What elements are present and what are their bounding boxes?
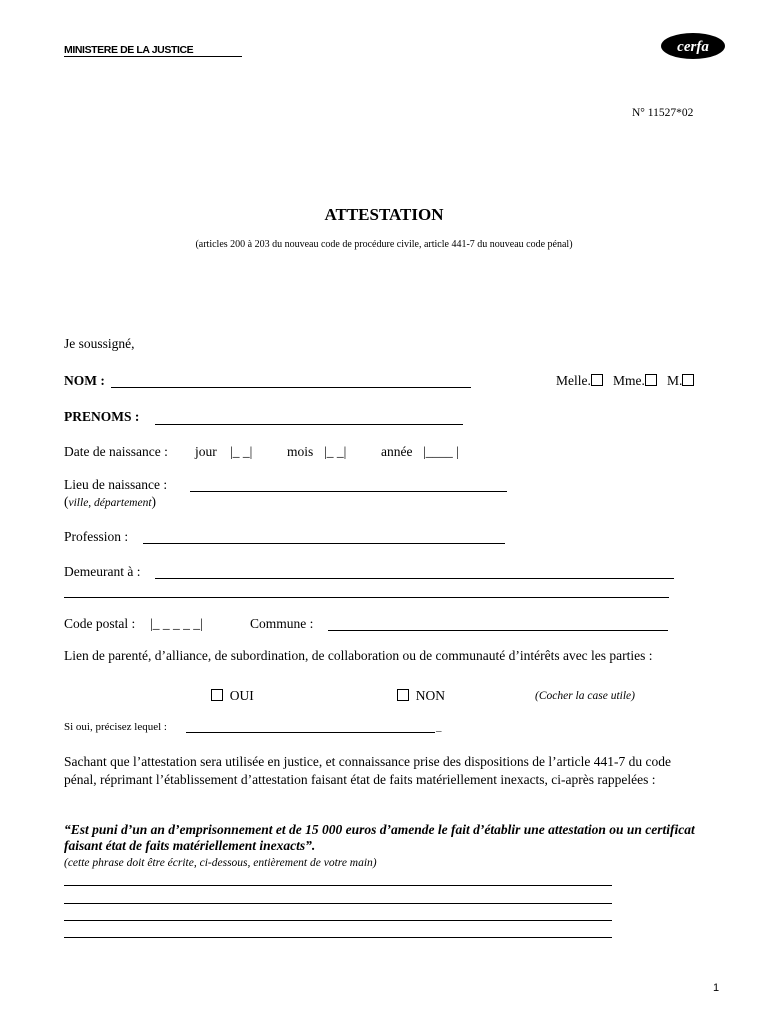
check-hint: (Cocher la case utile): [535, 690, 635, 702]
intro-text: Je soussigné,: [64, 336, 135, 351]
if-yes-tail: _: [436, 721, 442, 733]
non-checkbox[interactable]: [397, 689, 409, 701]
postcode-field[interactable]: |_ _ _ _ _|: [150, 616, 203, 631]
commune-field[interactable]: [328, 630, 668, 631]
svg-text:cerfa: cerfa: [677, 39, 709, 55]
birthdate-label: Date de naissance :: [64, 444, 168, 459]
relationship-question: Lien de parenté, d’alliance, de subordination, de collaboration ou de communauté d’intérêts avec les parties :: [64, 648, 653, 663]
handwriting-line-3[interactable]: [64, 920, 612, 921]
address-label: Demeurant à :: [64, 564, 141, 579]
handwriting-line-2[interactable]: [64, 903, 612, 904]
oui-checkbox[interactable]: [211, 689, 223, 701]
address-field-2[interactable]: [64, 597, 669, 598]
birthplace-label: Lieu de naissance :: [64, 477, 168, 492]
handwriting-line-4[interactable]: [64, 937, 612, 938]
prenoms-label: PRENOMS :: [64, 409, 140, 424]
m-label: M.: [667, 373, 683, 388]
m-checkbox[interactable]: [682, 374, 694, 386]
legal-quote: “Est puni d’un an d’emprisonnement et de 15 000 euros d’amende le fait d’établir une attestation ou un certificat faisant état de faits matériellement inexacts”.: [64, 822, 695, 853]
profession-field[interactable]: [143, 543, 505, 544]
ministry-underline: [64, 56, 242, 57]
postcode-label: Code postal :: [64, 616, 136, 631]
civility-group: [556, 373, 694, 389]
handwriting-line-1[interactable]: [64, 885, 612, 886]
nom-field[interactable]: [111, 387, 471, 388]
month-label: mois: [287, 444, 314, 459]
prenoms-field[interactable]: [155, 424, 463, 425]
non-option: [397, 688, 445, 704]
melle-checkbox[interactable]: [591, 374, 603, 386]
form-number: N° 11527*02: [632, 107, 694, 119]
year-label: année: [381, 444, 413, 459]
oui-option: [211, 688, 254, 704]
ministry-name: MINISTERE DE LA JUSTICE: [64, 44, 194, 56]
month-field[interactable]: |_ _|: [324, 444, 347, 459]
address-field-1[interactable]: [155, 578, 674, 579]
if-yes-field[interactable]: [186, 732, 435, 733]
birthplace-hint: (ville, département): [64, 494, 157, 509]
page-subtitle: (articles 200 à 203 du nouveau code de procédure civile, article 441-7 du nouveau code pénal): [195, 239, 573, 250]
nom-label: NOM :: [64, 373, 105, 388]
legal-notice: Sachant que l’attestation sera utilisée en justice, et connaissance prise des dispositions de l’article 441-7 du code pénal, réprimant l’établissement d’attestation faisant état de faits matériellement inexacts, ci-après rappelées :: [64, 754, 671, 787]
year-field[interactable]: |____ |: [423, 444, 459, 459]
oui-label: OUI: [229, 688, 254, 703]
profession-label: Profession :: [64, 529, 129, 544]
birthplace-field[interactable]: [190, 491, 507, 492]
non-label: NON: [415, 688, 445, 703]
mme-label: Mme.: [613, 373, 645, 388]
if-yes-label: Si oui, précisez lequel :: [64, 721, 167, 733]
cerfa-logo: [660, 32, 726, 60]
page-number: 1: [713, 982, 720, 994]
day-field[interactable]: |_ _|: [230, 444, 253, 459]
commune-label: Commune :: [250, 616, 314, 631]
page-title: ATTESTATION: [324, 205, 444, 224]
day-label: jour: [195, 444, 217, 459]
quote-hint: (cette phrase doit être écrite, ci-dessous, entièrement de votre main): [64, 857, 377, 869]
melle-label: Melle.: [556, 373, 591, 388]
mme-checkbox[interactable]: [645, 374, 657, 386]
